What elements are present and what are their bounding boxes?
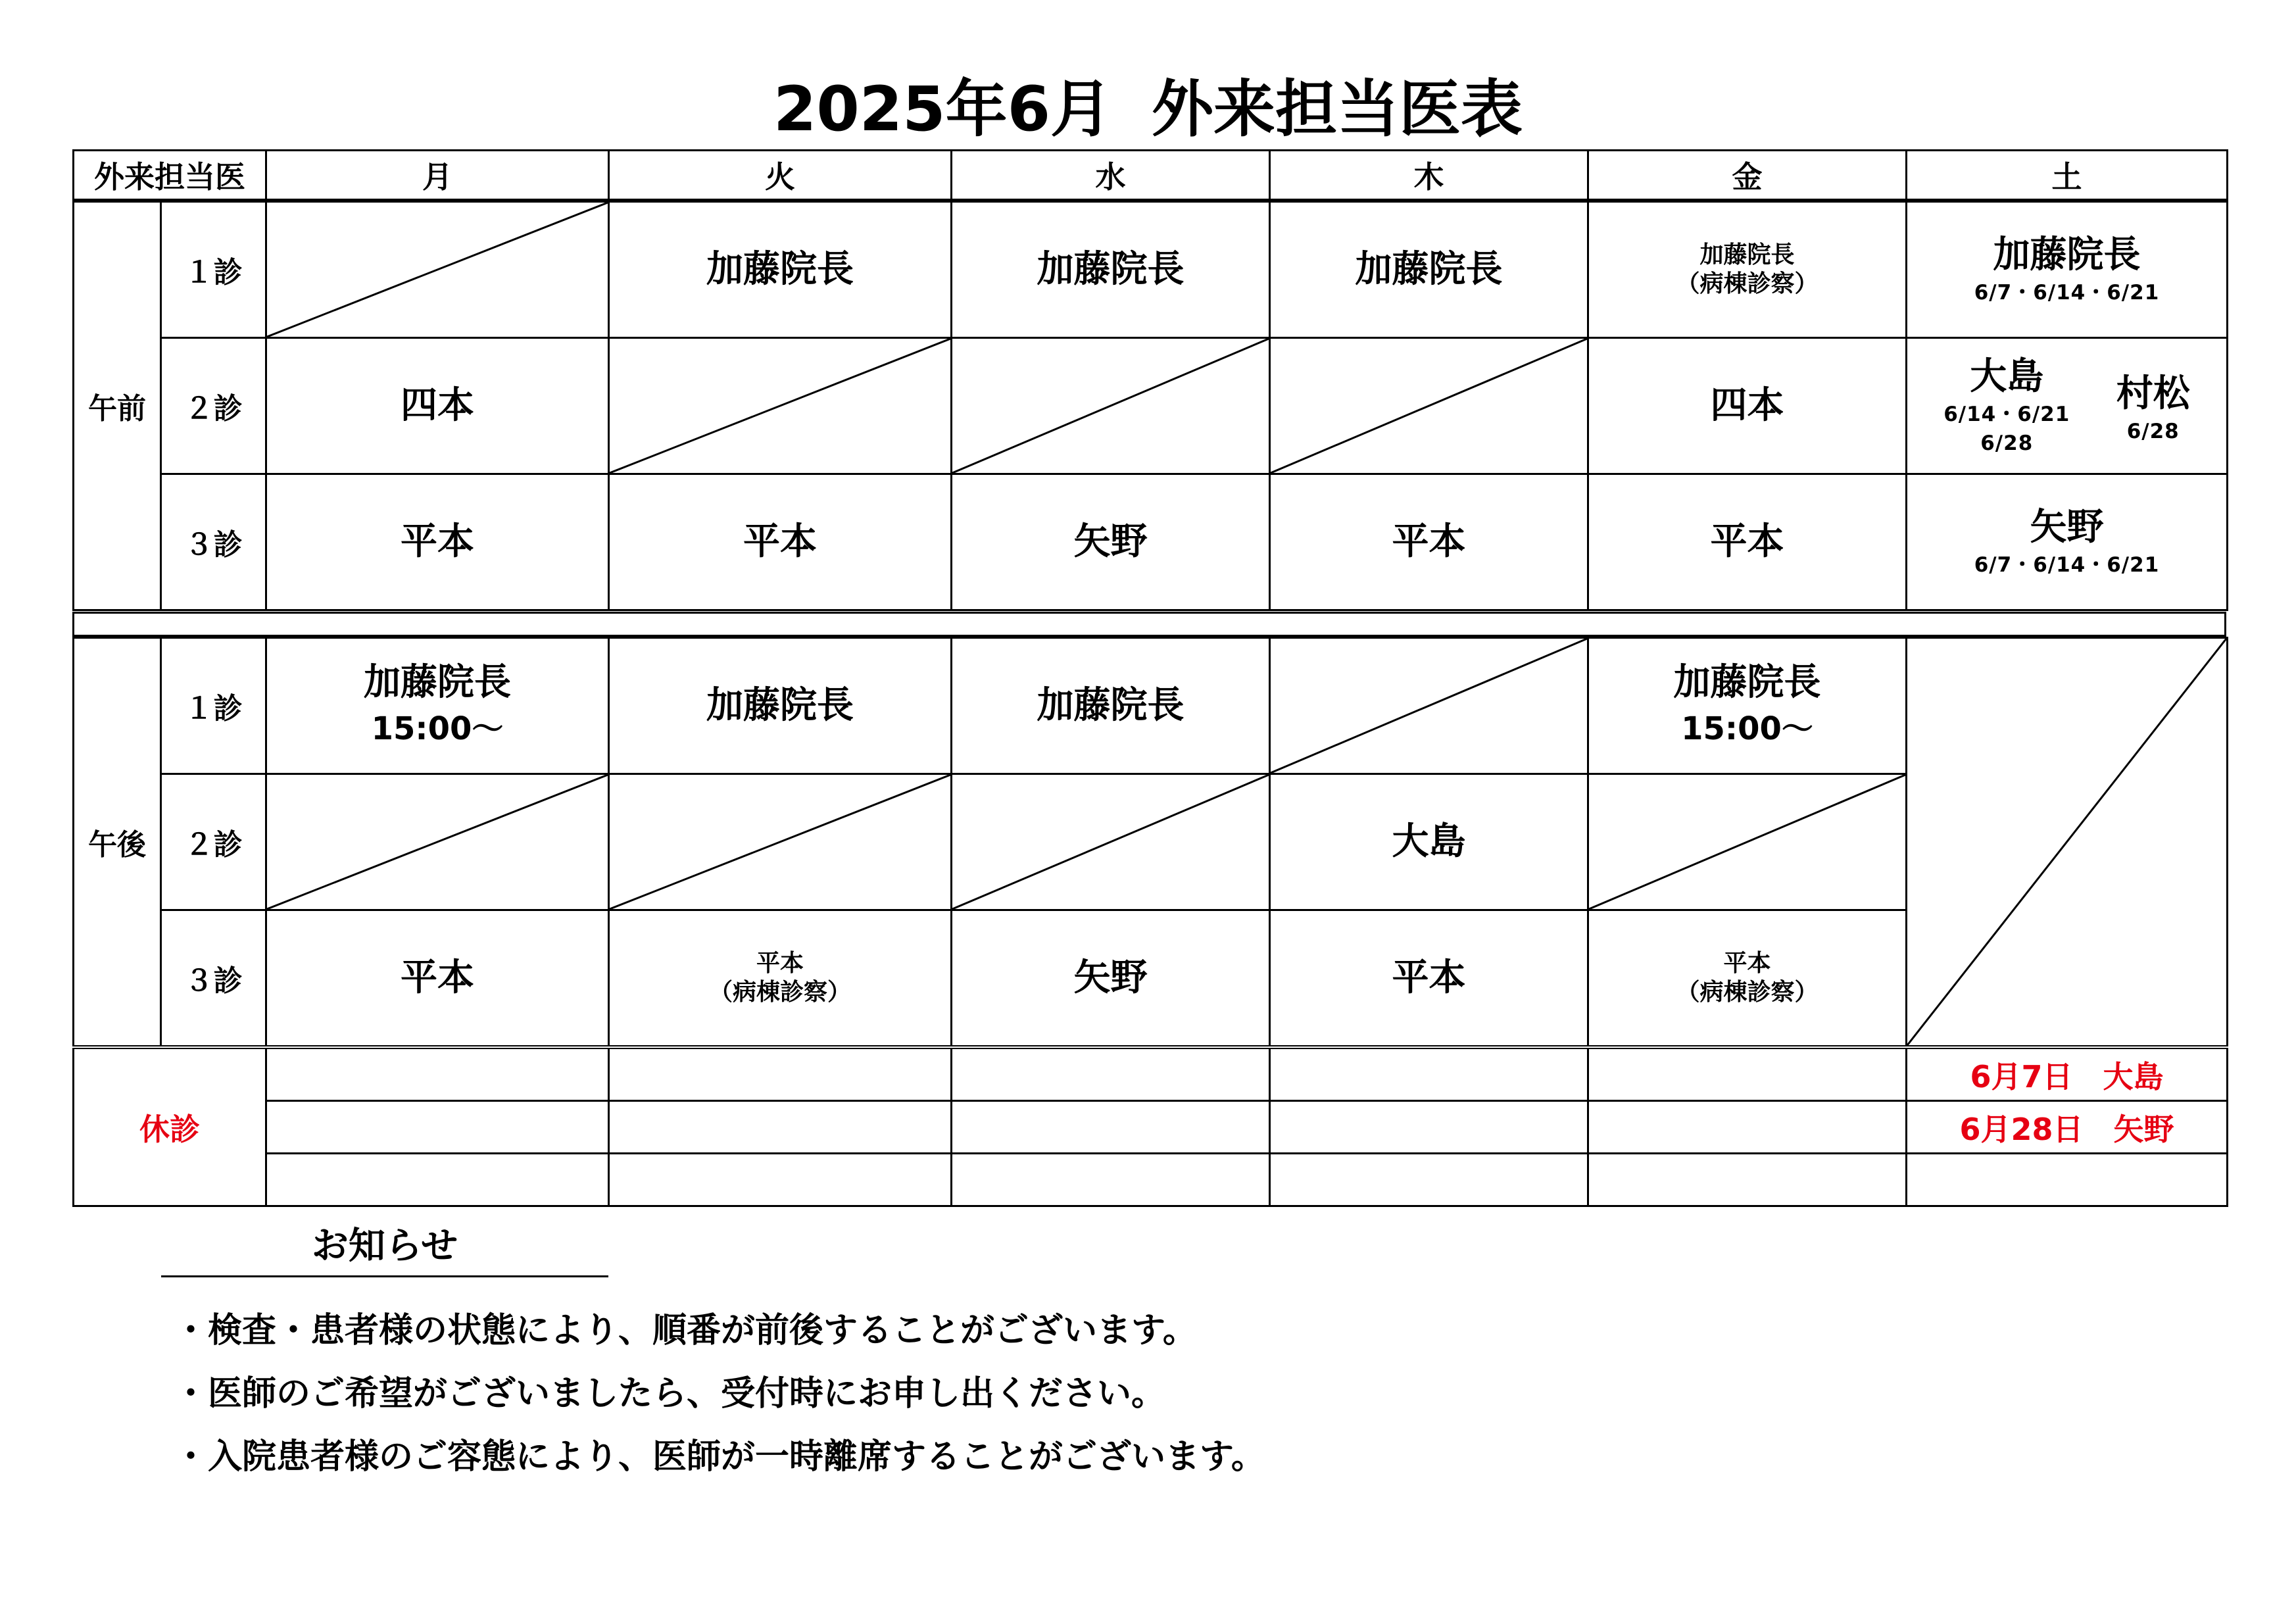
closure-note: 6月28日 矢野 — [1907, 1101, 2228, 1154]
cell-empty-slash-saturday — [1907, 638, 2228, 1048]
notice-item: ・医師のご希望がございましたら、受付時にお申し出ください。 — [174, 1374, 1166, 1414]
doctor-cell: 加藤院長 — [1270, 202, 1588, 338]
doctor-cell: 平本 — [1588, 474, 1907, 610]
notice-item: ・入院患者様のご容態により、医師が一時離席することがございます。 — [174, 1437, 1265, 1477]
split-doctor-right — [2116, 354, 2190, 446]
doctor-cell: 加藤院長 — [952, 638, 1270, 774]
clinic-label: ３診 — [161, 474, 266, 610]
closure-cell — [1270, 1154, 1588, 1206]
doctor-cell: 加藤院長 — [952, 202, 1270, 338]
header-day-sat: 土 — [1907, 151, 2228, 200]
title-name: 外来担当医表 — [1152, 74, 1523, 145]
closure-label: 休診 — [74, 1047, 266, 1206]
notice-item: ・検査・患者様の状態により、順番が前後することがございます。 — [174, 1311, 1197, 1350]
doctor-cell-timed — [1588, 638, 1907, 774]
doctor-cell: 四本 — [266, 338, 609, 474]
start-time: 15:00～ — [1681, 710, 1813, 747]
title-year-month: 2025年6月 — [773, 74, 1112, 145]
doctor-cell: 大島 — [1270, 774, 1588, 910]
doctor-dates: 6/14・6/21 — [1943, 403, 2070, 426]
afternoon-row-1 — [74, 638, 2228, 774]
clinic-label: ２診 — [161, 338, 266, 474]
closure-cell — [952, 1154, 1270, 1206]
doctor-name-small: 加藤院長 — [1699, 241, 1795, 268]
cell-empty-slash — [1270, 638, 1588, 774]
closure-cell — [609, 1154, 952, 1206]
closure-row-1 — [74, 1047, 2228, 1101]
doctor-dates: 6/7・6/14・6/21 — [1974, 281, 2160, 305]
closure-row-3 — [74, 1154, 2228, 1206]
diagonal-slash — [1271, 639, 1587, 773]
closure-note — [1907, 1154, 2228, 1206]
closure-cell — [1588, 1154, 1907, 1206]
cell-empty-slash — [266, 774, 609, 910]
notice-heading: お知らせ — [161, 1223, 608, 1277]
doctor-dates: 6/7・6/14・6/21 — [1974, 553, 2160, 577]
clinic-label: ３診 — [161, 910, 266, 1048]
diagonal-slash — [610, 339, 950, 473]
doctor-dates: 6/28 — [1980, 431, 2034, 455]
doctor-name: 大島 — [1970, 355, 2044, 398]
doctor-name: 矢野 — [2030, 506, 2104, 549]
doctor-name-small: 平本 — [756, 950, 804, 977]
diagonal-slash — [267, 775, 608, 909]
morning-row-2 — [74, 338, 2228, 474]
closure-cell — [1588, 1101, 1907, 1154]
notice-list — [174, 1299, 1265, 1489]
ward-note: （病棟診察） — [1676, 270, 1819, 297]
cell-empty-slash — [609, 774, 952, 910]
header-day-fri: 金 — [1588, 151, 1907, 200]
doctor-dates: 6/28 — [2126, 420, 2180, 443]
header-day-tue: 火 — [609, 151, 952, 200]
closure-cell — [1270, 1101, 1588, 1154]
header-corner: 外来担当医 — [74, 151, 266, 200]
cell-empty-slash — [1588, 774, 1907, 910]
diagonal-slash — [952, 775, 1269, 909]
doctor-name: 加藤院長 — [1993, 234, 2141, 276]
closure-cell — [266, 1047, 609, 1101]
diagonal-slash — [1589, 775, 1905, 909]
doctor-cell-ward — [1588, 910, 1907, 1048]
section-separator — [72, 612, 2226, 637]
split-doctors — [1907, 354, 2226, 458]
closure-cell — [1270, 1047, 1588, 1101]
morning-row-3 — [74, 474, 2228, 610]
doctor-cell: 平本 — [1270, 474, 1588, 610]
clinic-label: １診 — [161, 202, 266, 338]
closure-cell — [609, 1047, 952, 1101]
closure-row-2 — [74, 1101, 2228, 1154]
afternoon-row-2 — [74, 774, 2228, 910]
cell-empty-slash — [1270, 338, 1588, 474]
doctor-cell-ward — [1588, 202, 1907, 338]
doctor-name: 加藤院長 — [364, 661, 511, 704]
closure-cell — [266, 1154, 609, 1206]
closure-cell — [609, 1101, 952, 1154]
diagonal-slash — [1271, 339, 1587, 473]
morning-row-1 — [74, 202, 2228, 338]
doctor-cell: 加藤院長 — [609, 638, 952, 774]
doctor-cell-dated — [1907, 474, 2228, 610]
header-day-wed: 水 — [952, 151, 1270, 200]
header-day-mon: 月 — [266, 151, 609, 200]
split-doctor-left — [1943, 354, 2070, 458]
cell-empty-slash — [952, 338, 1270, 474]
afternoon-table — [72, 637, 2228, 1207]
cell-empty-slash — [266, 202, 609, 338]
closure-cell — [952, 1047, 1270, 1101]
doctor-cell: 平本 — [1270, 910, 1588, 1048]
doctor-cell-dated — [1907, 202, 2228, 338]
period-label-morning: 午前 — [74, 202, 161, 610]
doctor-name: 加藤院長 — [1673, 661, 1821, 704]
cell-empty-slash — [952, 774, 1270, 910]
doctor-cell-ward — [609, 910, 952, 1048]
diagonal-slash — [952, 339, 1269, 473]
period-label-afternoon: 午後 — [74, 638, 161, 1048]
ward-note: （病棟診察） — [1676, 979, 1819, 1006]
doctor-cell: 平本 — [609, 474, 952, 610]
doctor-cell: 四本 — [1588, 338, 1907, 474]
diagonal-slash — [267, 203, 608, 337]
afternoon-row-3 — [74, 910, 2228, 1048]
clinic-label: ２診 — [161, 774, 266, 910]
doctor-name-small: 平本 — [1723, 950, 1771, 977]
diagonal-slash — [1907, 639, 2226, 1045]
cell-empty-slash — [609, 338, 952, 474]
diagonal-slash — [610, 775, 950, 909]
closure-note: 6月7日 大島 — [1907, 1047, 2228, 1101]
doctor-cell: 平本 — [266, 910, 609, 1048]
doctor-name: 村松 — [2116, 372, 2190, 415]
ward-note: （病棟診察） — [708, 979, 851, 1006]
closure-cell — [952, 1101, 1270, 1154]
doctor-cell: 矢野 — [952, 474, 1270, 610]
page-title — [0, 74, 2296, 146]
doctor-cell-split — [1907, 338, 2228, 474]
morning-table — [72, 201, 2228, 611]
doctor-cell: 平本 — [266, 474, 609, 610]
closure-cell — [266, 1101, 609, 1154]
doctor-cell: 矢野 — [952, 910, 1270, 1048]
start-time: 15:00～ — [371, 710, 504, 747]
schedule-header-table — [72, 149, 2228, 201]
clinic-label: １診 — [161, 638, 266, 774]
doctor-cell-timed — [266, 638, 609, 774]
doctor-cell: 加藤院長 — [609, 202, 952, 338]
header-day-thu: 木 — [1270, 151, 1588, 200]
header-row — [74, 151, 2228, 200]
closure-cell — [1588, 1047, 1907, 1101]
